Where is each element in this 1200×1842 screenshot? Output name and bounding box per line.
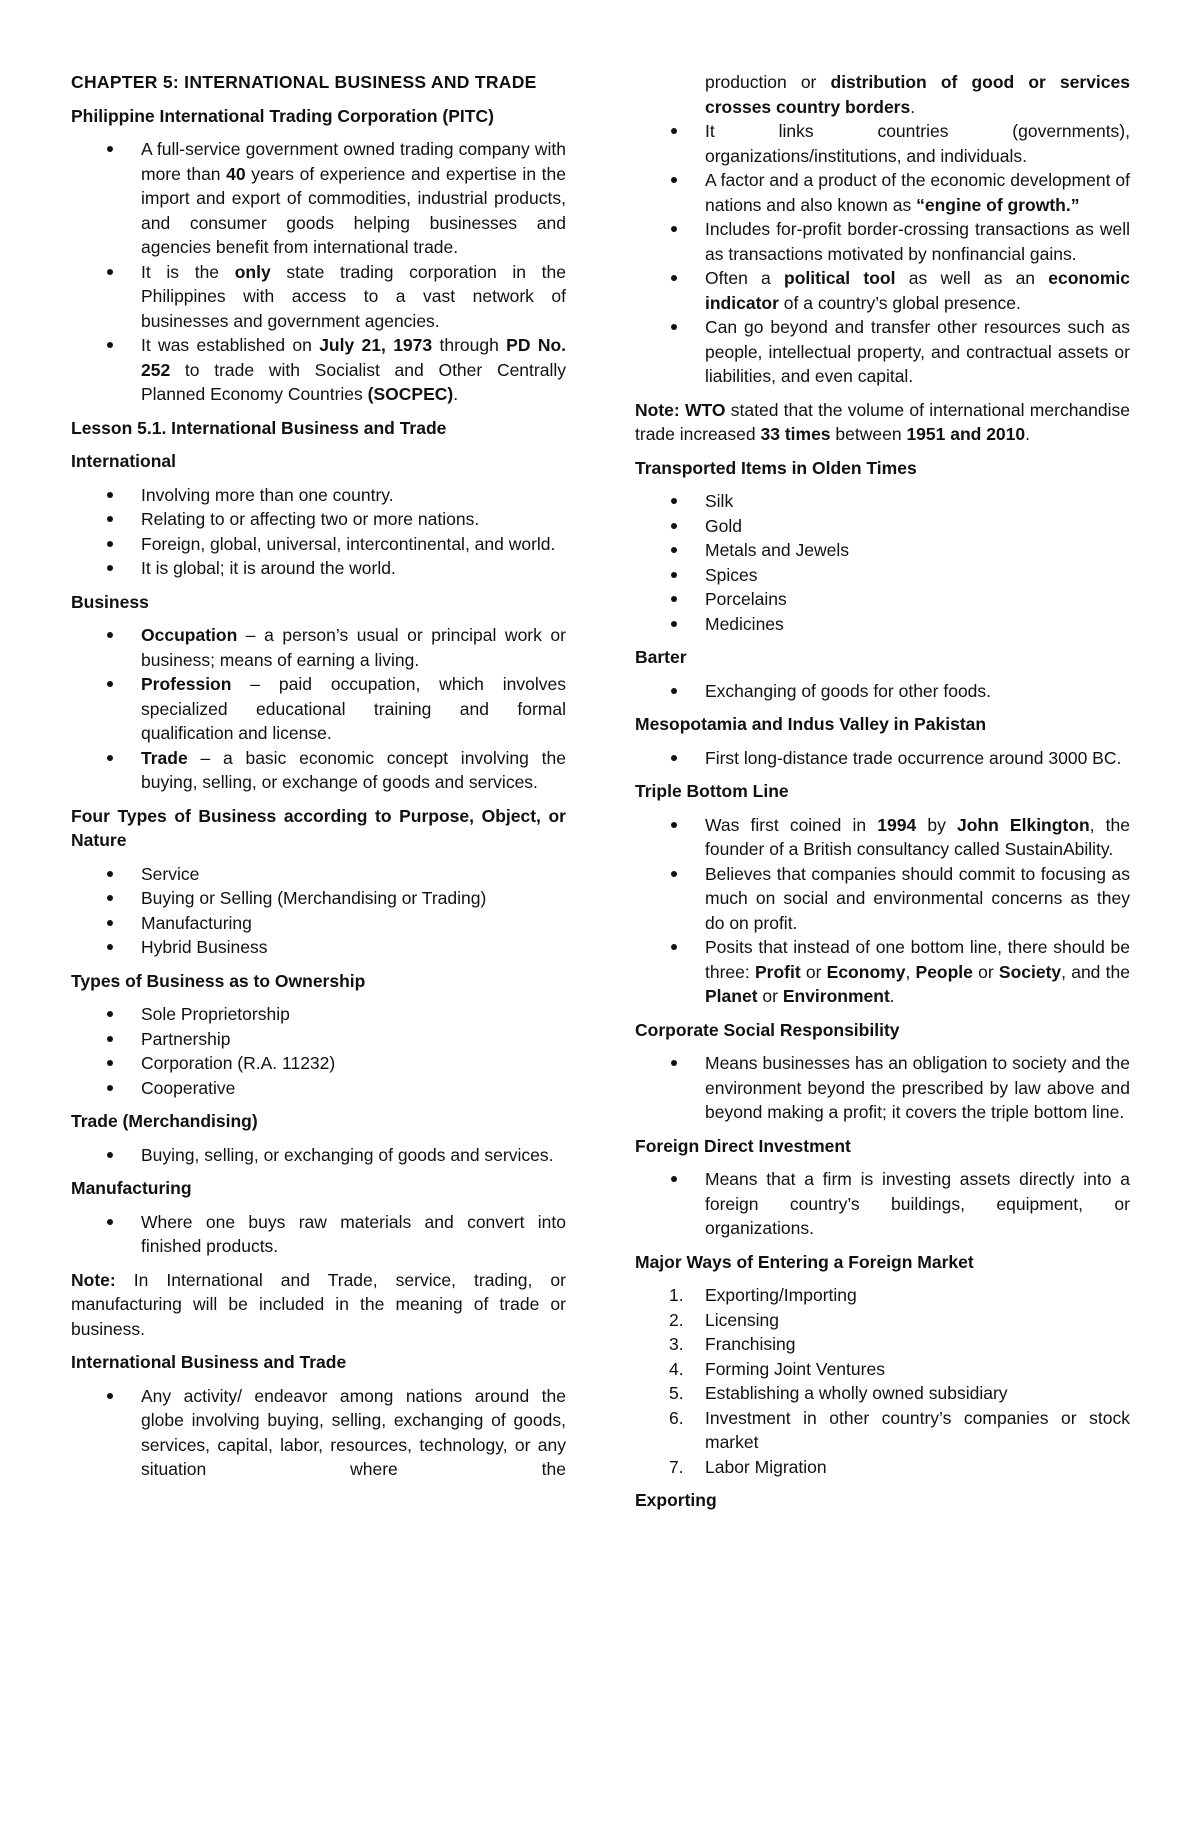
four-types-list bbox=[71, 862, 566, 960]
list-item: A factor and a product of the economic development of nations and also known as “engine of growth.” bbox=[635, 168, 1130, 217]
list-item: Was first coined in 1994 by John Elkington, the founder of a British consultancy called SustainAbility. bbox=[635, 813, 1130, 862]
lesson-heading: Lesson 5.1. International Business and Trade bbox=[71, 417, 447, 438]
right-column bbox=[635, 70, 1130, 1522]
list-item: Means businesses has an obligation to society and the environment beyond the prescribed by law above and beyond making a profit; it covers the triple bottom line. bbox=[635, 1051, 1130, 1125]
list-item: Any activity/ endeavor among nations around the globe involving buying, selling, exchanging of goods, services, capital, labor, resources, technology, or any situation where the bbox=[71, 1384, 566, 1482]
fdi-heading: Foreign Direct Investment bbox=[635, 1135, 851, 1156]
list-item: It is global; it is around the world. bbox=[71, 556, 566, 581]
international-heading: International bbox=[71, 451, 177, 471]
tbl-list bbox=[635, 813, 1130, 1009]
olden-list bbox=[635, 489, 1130, 636]
ibt-list bbox=[71, 1384, 566, 1482]
trade-merch-heading: Trade (Merchandising) bbox=[71, 1111, 258, 1131]
list-item-continued: production or distribution of good or services crosses country borders. bbox=[705, 72, 1130, 117]
list-item: It links countries (governments), organizations/institutions, and individuals. bbox=[635, 119, 1130, 168]
barter-heading: Barter bbox=[635, 647, 687, 667]
fdi-list bbox=[635, 1167, 1130, 1241]
list-item: Medicines bbox=[635, 612, 1130, 637]
list-item: Foreign, global, universal, intercontinental, and world. bbox=[71, 532, 566, 557]
chapter-title: CHAPTER 5: INTERNATIONAL BUSINESS AND TRADE bbox=[71, 72, 537, 92]
olden-heading: Transported Items in Olden Times bbox=[635, 457, 917, 478]
left-column bbox=[71, 70, 566, 1491]
list-item: Posits that instead of one bottom line, there should be three: Profit or Economy, People or Society, and the Planet or Environment. bbox=[635, 935, 1130, 1009]
list-item: First long-distance trade occurrence around 3000 BC. bbox=[635, 746, 1130, 771]
manufacturing-heading: Manufacturing bbox=[71, 1178, 192, 1198]
list-item: Includes for-profit border-crossing transactions as well as transactions motivated by nonfinancial gains. bbox=[635, 217, 1130, 266]
numbered-item: 5. Establishing a wholly owned subsidiary bbox=[669, 1383, 1008, 1403]
csr-list bbox=[635, 1051, 1130, 1125]
list-item: Hybrid Business bbox=[71, 935, 566, 960]
list-item: Spices bbox=[635, 563, 1130, 588]
ibt-continued-list bbox=[635, 70, 1130, 389]
ibt-heading: International Business and Trade bbox=[71, 1352, 347, 1372]
list-item: Partnership bbox=[71, 1027, 566, 1052]
ownership-heading: Types of Business as to Ownership bbox=[71, 970, 366, 991]
wto-note-paragraph: Note: WTO stated that the volume of international merchandise trade increased 33 times between 1951 and 2010. bbox=[635, 399, 1130, 444]
pitc-list bbox=[71, 137, 566, 407]
list-item: Silk bbox=[635, 489, 1130, 514]
trade-merch-list bbox=[71, 1143, 566, 1168]
list-item: Manufacturing bbox=[71, 911, 566, 936]
meso-list bbox=[635, 746, 1130, 771]
ways-list bbox=[635, 1283, 1130, 1479]
list-item: Believes that companies should commit to focusing as much on social and environmental concerns as they do on profit. bbox=[635, 862, 1130, 936]
business-heading: Business bbox=[71, 591, 149, 612]
list-item: Porcelains bbox=[635, 587, 1130, 612]
numbered-item: 7. Labor Migration bbox=[669, 1456, 827, 1477]
list-item: Sole Proprietorship bbox=[71, 1002, 566, 1027]
tbl-heading: Triple Bottom Line bbox=[635, 781, 789, 801]
list-item: Where one buys raw materials and convert into finished products. bbox=[71, 1210, 566, 1259]
list-item: A full-service government owned trading company with more than 40 years of experience and expertise in the import and export of commodities, industrial products, and consumer goods helping businesses and agencies benefit from international trade. bbox=[71, 137, 566, 260]
list-item: It was established on July 21, 1973 through PD No. 252 to trade with Socialist and Other Centrally Planned Economy Countries (SOCPEC). bbox=[71, 333, 566, 407]
csr-heading: Corporate Social Responsibility bbox=[635, 1019, 900, 1040]
note-paragraph: Note: In International and Trade, service, trading, or manufacturing will be included in the meaning of trade or business. bbox=[71, 1269, 566, 1339]
list-item: Exchanging of goods for other foods. bbox=[635, 679, 1130, 704]
list-item: Buying or Selling (Merchandising or Trading) bbox=[71, 886, 566, 911]
four-types-heading: Four Types of Business according to Purpose, Object, or Nature bbox=[71, 805, 566, 850]
list-item: Buying, selling, or exchanging of goods and services. bbox=[71, 1143, 566, 1168]
business-list bbox=[71, 623, 566, 795]
list-item: Can go beyond and transfer other resources such as people, intellectual property, and contractual assets or liabilities, and even capital. bbox=[635, 315, 1130, 389]
barter-list bbox=[635, 679, 1130, 704]
pitc-heading: Philippine International Trading Corporation (PITC) bbox=[71, 105, 494, 126]
ownership-list bbox=[71, 1002, 566, 1100]
international-list bbox=[71, 483, 566, 581]
list-item: Occupation – a person’s usual or principal work or business; means of earning a living. bbox=[71, 623, 566, 672]
numbered-item: 6. Investment in other country’s companies or stock market bbox=[669, 1407, 1130, 1452]
exporting-heading: Exporting bbox=[635, 1490, 717, 1510]
list-item: Metals and Jewels bbox=[635, 538, 1130, 563]
meso-heading: Mesopotamia and Indus Valley in Pakistan bbox=[635, 714, 987, 734]
list-item: It is the only state trading corporation in the Philippines with access to a vast network of businesses and government agencies. bbox=[71, 260, 566, 334]
numbered-item: 1. Exporting/Importing bbox=[669, 1285, 857, 1305]
manufacturing-list bbox=[71, 1210, 566, 1259]
list-item: Involving more than one country. bbox=[71, 483, 566, 508]
list-item: Corporation (R.A. 11232) bbox=[71, 1051, 566, 1076]
numbered-item: 4. Forming Joint Ventures bbox=[669, 1358, 885, 1379]
list-item: Trade – a basic economic concept involving the buying, selling, or exchange of goods and services. bbox=[71, 746, 566, 795]
list-item: Often a political tool as well as an economic indicator of a country’s global presence. bbox=[635, 266, 1130, 315]
list-item: Gold bbox=[635, 514, 1130, 539]
list-item: Profession – paid occupation, which involves specialized educational training and formal qualification and license. bbox=[71, 672, 566, 746]
list-item: Cooperative bbox=[71, 1076, 566, 1101]
ways-heading: Major Ways of Entering a Foreign Market bbox=[635, 1251, 974, 1272]
list-item: Means that a firm is investing assets directly into a foreign country’s buildings, equipment, or organizations. bbox=[635, 1167, 1130, 1241]
list-item: Service bbox=[71, 862, 566, 887]
numbered-item: 3. Franchising bbox=[669, 1334, 796, 1354]
list-item: Relating to or affecting two or more nations. bbox=[71, 507, 566, 532]
numbered-item: 2. Licensing bbox=[669, 1309, 779, 1330]
